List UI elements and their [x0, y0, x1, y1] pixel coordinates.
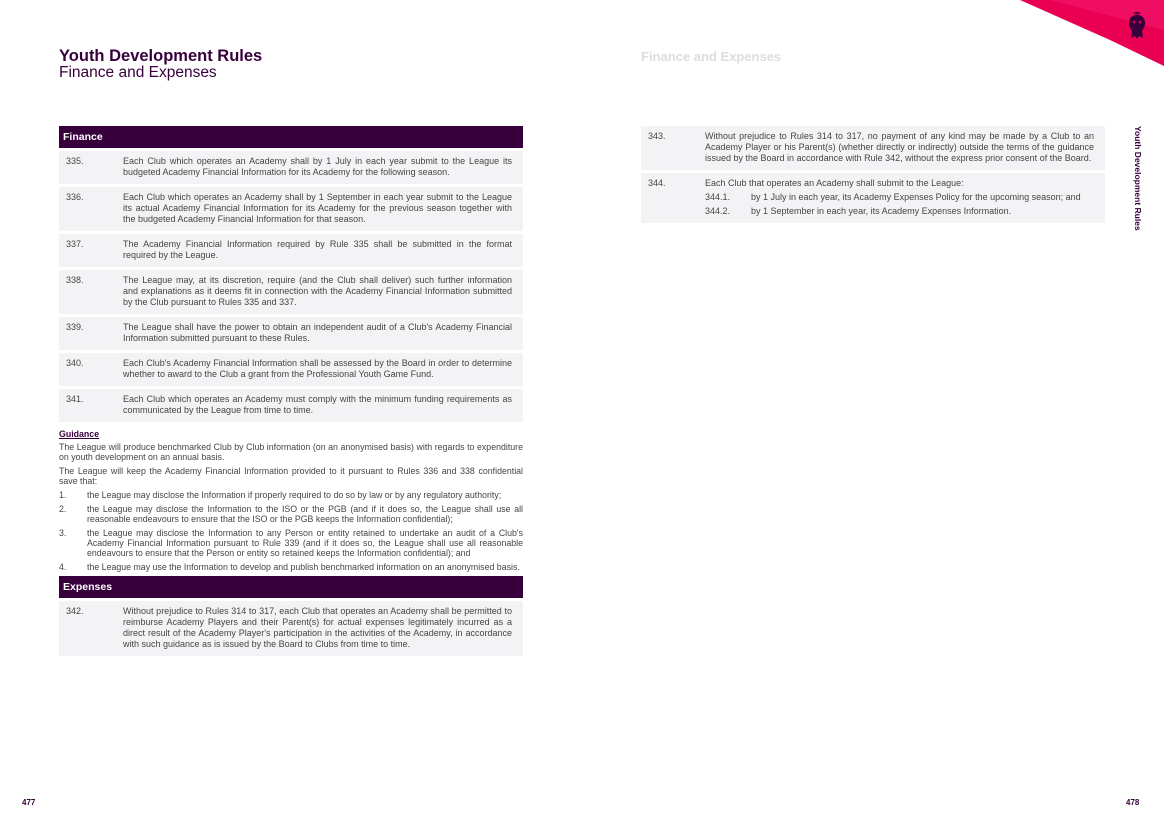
rule-340: [59, 353, 523, 386]
rule-text: The League may, at its discretion, require (and the Club shall deliver) such further information and explanations as it deems fit in connection with the Academy Financial Information submitted by the Club pursuant to Rules 335 and 337.: [123, 275, 512, 307]
sub-rule-text: by 1 July in each year, its Academy Expenses Policy for the upcoming season; and: [751, 192, 1081, 202]
list-number: 3.: [59, 528, 67, 538]
document-title: Youth Development Rules: [59, 47, 263, 65]
rule-number: 344.: [648, 178, 666, 188]
sub-rule-number: 344.1.: [705, 192, 731, 202]
rule-text: The Academy Financial Information required by Rule 335 shall be submitted in the format required by the League.: [123, 239, 512, 260]
list-number: 2.: [59, 504, 67, 514]
rule-number: 343.: [648, 131, 666, 141]
rule-text: Each Club which operates an Academy shall by 1 July in each year submit to the League its budgeted Academy Financial Information for its Academy for the following season.: [123, 156, 512, 177]
right-column: [641, 123, 1105, 223]
finance-section-heading: Finance: [59, 126, 523, 148]
rule-337: [59, 234, 523, 267]
guidance-paragraph: The League will keep the Academy Financial Information provided to it pursuant to Rules 336 and 338 confidential save that:: [59, 466, 523, 486]
rule-number: 337.: [66, 239, 84, 249]
page-number-right: 478: [1126, 798, 1140, 807]
guidance-list-item: [59, 490, 523, 500]
rule-text: The League shall have the power to obtain an independent audit of a Club's Academy Financial Information submitted pursuant to these Rules.: [123, 322, 512, 343]
list-text: the League may disclose the Information to any Person or entity retained to undertake an audit of a Club's Academy Financial Information pursuant to Rule 339 (and if it does so, the League shall use all reasonable endeavours to ensure that the Person or entity so retained keeps the Information confidential); and: [87, 528, 523, 558]
rule-number: 341.: [66, 394, 84, 404]
guidance-list-item: [59, 562, 523, 572]
rule-text: Each Club which operates an Academy shall by 1 September in each year submit to the League its actual Academy Financial Information for its Academy for the previous season together with the budgeted Academy Financial Information for that season.: [123, 192, 512, 224]
rule-338: [59, 270, 523, 314]
rule-344: [641, 173, 1105, 223]
rule-342: [59, 601, 523, 656]
sub-rule-344-2: [705, 206, 1094, 217]
list-text: the League may use the Information to develop and publish benchmarked information on an anonymised basis.: [87, 562, 520, 572]
side-running-label: Youth Development Rules: [1133, 126, 1143, 231]
expenses-section-heading: Expenses: [59, 576, 523, 598]
guidance-paragraph: The League will produce benchmarked Club by Club information (on an anonymised basis) with regards to expenditure on youth development on an annual basis.: [59, 442, 523, 462]
rule-number: 340.: [66, 358, 84, 368]
guidance-list-item: [59, 528, 523, 558]
guidance-block: [59, 429, 523, 572]
guidance-list-item: [59, 504, 523, 524]
list-text: the League may disclose the Information if properly required to do so by law or by any regulatory authority;: [87, 490, 502, 500]
rule-number: 335.: [66, 156, 84, 166]
rule-number: 336.: [66, 192, 84, 202]
rule-number: 339.: [66, 322, 84, 332]
rule-text: Without prejudice to Rules 314 to 317, no payment of any kind may be made by a Club to an Academy Player or his Parent(s) (whether directly or indirectly) outside the terms of the guidance issued by the Board in accordance with Rule 342, without the express prior consent of the Board.: [705, 131, 1094, 163]
list-text: the League may disclose the Information to the ISO or the PGB (and if it does so, the League shall use all reasonable endeavours to ensure that the ISO or the PGB keeps the Information confidential);: [87, 504, 523, 524]
rule-341: [59, 389, 523, 422]
rule-text: Without prejudice to Rules 314 to 317, each Club that operates an Academy shall be permitted to reimburse Academy Players and their Parent(s) for actual expenses legitimately incurred as a direct result of the Academy Player's participation in the activities of the Academy, in accordance with such guidance as is issued by the Board to Clubs from time to time.: [123, 606, 512, 649]
rule-339: [59, 317, 523, 350]
premier-league-lion-logo: [1124, 12, 1150, 42]
rule-number: 342.: [66, 606, 84, 616]
sub-rule-text: by 1 September in each year, its Academy Expenses Information.: [751, 206, 1012, 216]
right-page-heading: Finance and Expenses: [641, 49, 782, 64]
rule-text: Each Club's Academy Financial Information shall be assessed by the Board in order to determine whether to award to the Club a grant from the Professional Youth Game Fund.: [123, 358, 512, 379]
sub-rule-number: 344.2.: [705, 206, 731, 216]
rule-number: 338.: [66, 275, 84, 285]
rule-335: [59, 151, 523, 184]
rule-text: Each Club which operates an Academy must comply with the minimum funding requirements as communicated by the League from time to time.: [123, 394, 512, 415]
rule-text: Each Club that operates an Academy shall submit to the League:: [705, 178, 964, 188]
left-column: [59, 126, 523, 656]
page-number-left: 477: [22, 798, 36, 807]
sub-rule-344-1: [705, 192, 1094, 203]
list-number: 1.: [59, 490, 67, 500]
document-subtitle: Finance and Expenses: [59, 64, 217, 81]
rule-336: [59, 187, 523, 231]
guidance-heading: Guidance: [59, 429, 100, 439]
list-number: 4.: [59, 562, 67, 572]
rule-343: [641, 126, 1105, 170]
rule-body: [705, 178, 1094, 217]
